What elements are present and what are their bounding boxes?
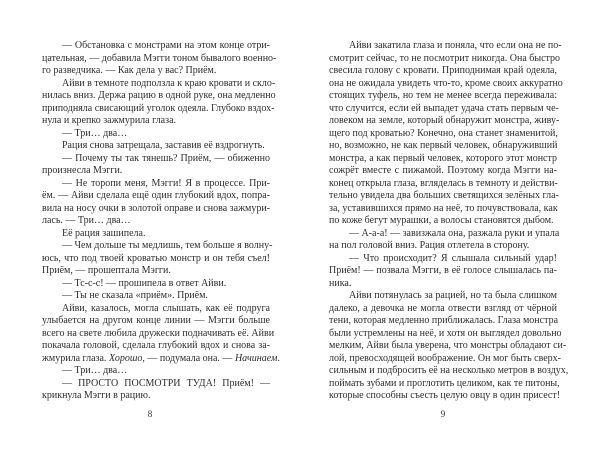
text-line: далеко, а девочка не могла отвести взгляд от чёрной <box>329 302 557 314</box>
text-line: — ПРОСТО ПОСМОТРИ ТУДА! Приём! — <box>62 377 270 389</box>
text-line: ника. <box>329 277 352 289</box>
text-line: — Что происходит? Я слышала сильный удар! <box>349 252 557 264</box>
text-line: конец открыла глаза, вгляделась в темноту и действи- <box>329 177 558 189</box>
text-line: улыбается на другом конце линии — Мэгги больше <box>42 315 270 326</box>
text-line: юсь, что под твоей кроватью монстр и он тебя съел! <box>42 252 270 264</box>
text-line: по коже бегут мурашки, а волосы становятся дыбом. <box>329 215 554 226</box>
text-line: были устремлены на неё, и хотя он выглядел довольно <box>329 327 562 339</box>
left-page-text <box>42 40 280 403</box>
text-line: Приём! — позвала Мэгги, в её голосе слышалась па- <box>329 265 557 276</box>
text-line: — Почему ты так тянешь? Приём, — обиженно <box>62 152 270 164</box>
text-line: на пол головой вниз. Рация отлетела в сторону. <box>329 240 530 251</box>
text-line: произнесла Мэгги. <box>42 165 123 176</box>
text-line: — Ты не сказала «приём». Приём. <box>62 290 208 301</box>
text-line: но, возможно, не как первый человек, обнаруживший <box>329 140 558 151</box>
text-line: щего под кроватью? Конечно, она станет знаменитой, <box>329 127 558 139</box>
text-line: вила на носу очки в золотой оправе и снова зажмури- <box>42 202 270 214</box>
text-line: Её рация зашипела. <box>62 227 146 239</box>
italic-text: Начинаем <box>234 352 278 364</box>
text-line: мелким, Айви была уверена, что монстры обладают си- <box>329 340 567 351</box>
text-line: Айви, казалось, могла слышать, как её подруга <box>62 302 270 314</box>
text-span: . <box>277 352 280 364</box>
text-line: сожрёт вместе с пижамой. Поэтому когда Мэгги на- <box>329 165 557 176</box>
text-line: Приём, — прошептала Мэгги. <box>42 265 171 276</box>
text-line: покачала головой, сделала глубокий вдох и снова за- <box>42 340 270 351</box>
text-line: нилась вниз. Держа рацию в одной руке, она медленно <box>42 90 276 101</box>
text-line: лась. — Три… два… <box>42 215 131 226</box>
text-line: — Тс-с-с! — прошипела в ответ Айви. <box>62 277 227 289</box>
text-line: она не ожидала увидеть что-то, кроме своих аккуратно <box>329 77 563 89</box>
right-page-text <box>329 40 569 403</box>
text-line: — Три… два… <box>62 127 128 139</box>
text-line: лой, превосходящей воображение. Он мог быть сверх- <box>329 352 561 364</box>
text-line: — Не торопи меня, Мэгги! Я в процессе. При- <box>62 177 270 189</box>
text-line: — А-а-а! — завизжала она, разжала руки и упала <box>349 227 560 239</box>
text-line: за, уставившихся прямо на неё, то почувствовала, как <box>329 202 558 214</box>
text-span: , — подумала она. — <box>142 352 235 364</box>
text-line: тени, которая медленно приближалась. Глаза монстра <box>329 315 559 326</box>
text-line: приподняла свисающий уголок одеяла. Глубоко вздох- <box>42 102 275 114</box>
text-line: цательная, — добавила Мэгги тоном бывалого военно- <box>42 52 277 64</box>
text-line: Рация снова затрещала, заставив её вздрогнуть. <box>62 140 265 151</box>
text-line: что случится, если ей выпадет удача стать первым че- <box>329 102 559 114</box>
text-line: ловеком на земле, который обнаружит монстра, живу- <box>329 115 560 126</box>
text-line: которые способны съесть целую овцу в один присест! <box>329 390 561 401</box>
text-line: Айви закатила глаза и поняла, что если она не по- <box>349 40 562 51</box>
text-span: жмурила глаза. <box>42 352 109 364</box>
text-line: стоящих туфель, но тем не менее всегда переживала: <box>329 90 557 101</box>
text-line: крикнула Мэгги в рацию. <box>42 390 151 401</box>
text-line: свесила голову с кровати. Приподнимая край одеяла, <box>329 65 557 76</box>
text-line <box>42 352 280 366</box>
text-line: тельно увидела два больших светящихся зелёных гла- <box>329 190 559 201</box>
text-line: го разведчика. — Как дела у вас? Приём. <box>42 65 217 76</box>
text-line: — Обстановка с монстрами на этом конце отри- <box>62 40 270 51</box>
text-line: — Чем дольше ты медлишь, тем больше я волну- <box>62 240 273 251</box>
text-line: нула и крепко зажмурила глаза. <box>42 115 177 126</box>
text-line: сильным и подбросить её на несколько метров в воздух, <box>329 365 569 376</box>
italic-text: Хорошо <box>108 352 143 364</box>
text-line: монстра, а как первый человек, которого этот монстр <box>329 152 557 164</box>
text-line: Айви потянулась за рацией, но та была слишком <box>349 290 557 301</box>
page-number-right: 9 <box>440 409 446 419</box>
text-line: смотрит сейчас, то не посмотрит никогда. Она быстро <box>329 52 561 64</box>
text-line: ём. — Айви сделала ещё один глубокий вдох, попра- <box>42 190 270 201</box>
text-line: поймать зубами и проглотить целиком, как те питоны, <box>329 377 560 389</box>
text-line: Айви в темноте подползла к краю кровати и скло- <box>62 77 276 89</box>
text-line: — Три… два… <box>62 365 128 376</box>
page-number-left: 8 <box>147 409 153 419</box>
text-line: всего на свете любила дружески подначивать её. Айви <box>42 327 275 339</box>
